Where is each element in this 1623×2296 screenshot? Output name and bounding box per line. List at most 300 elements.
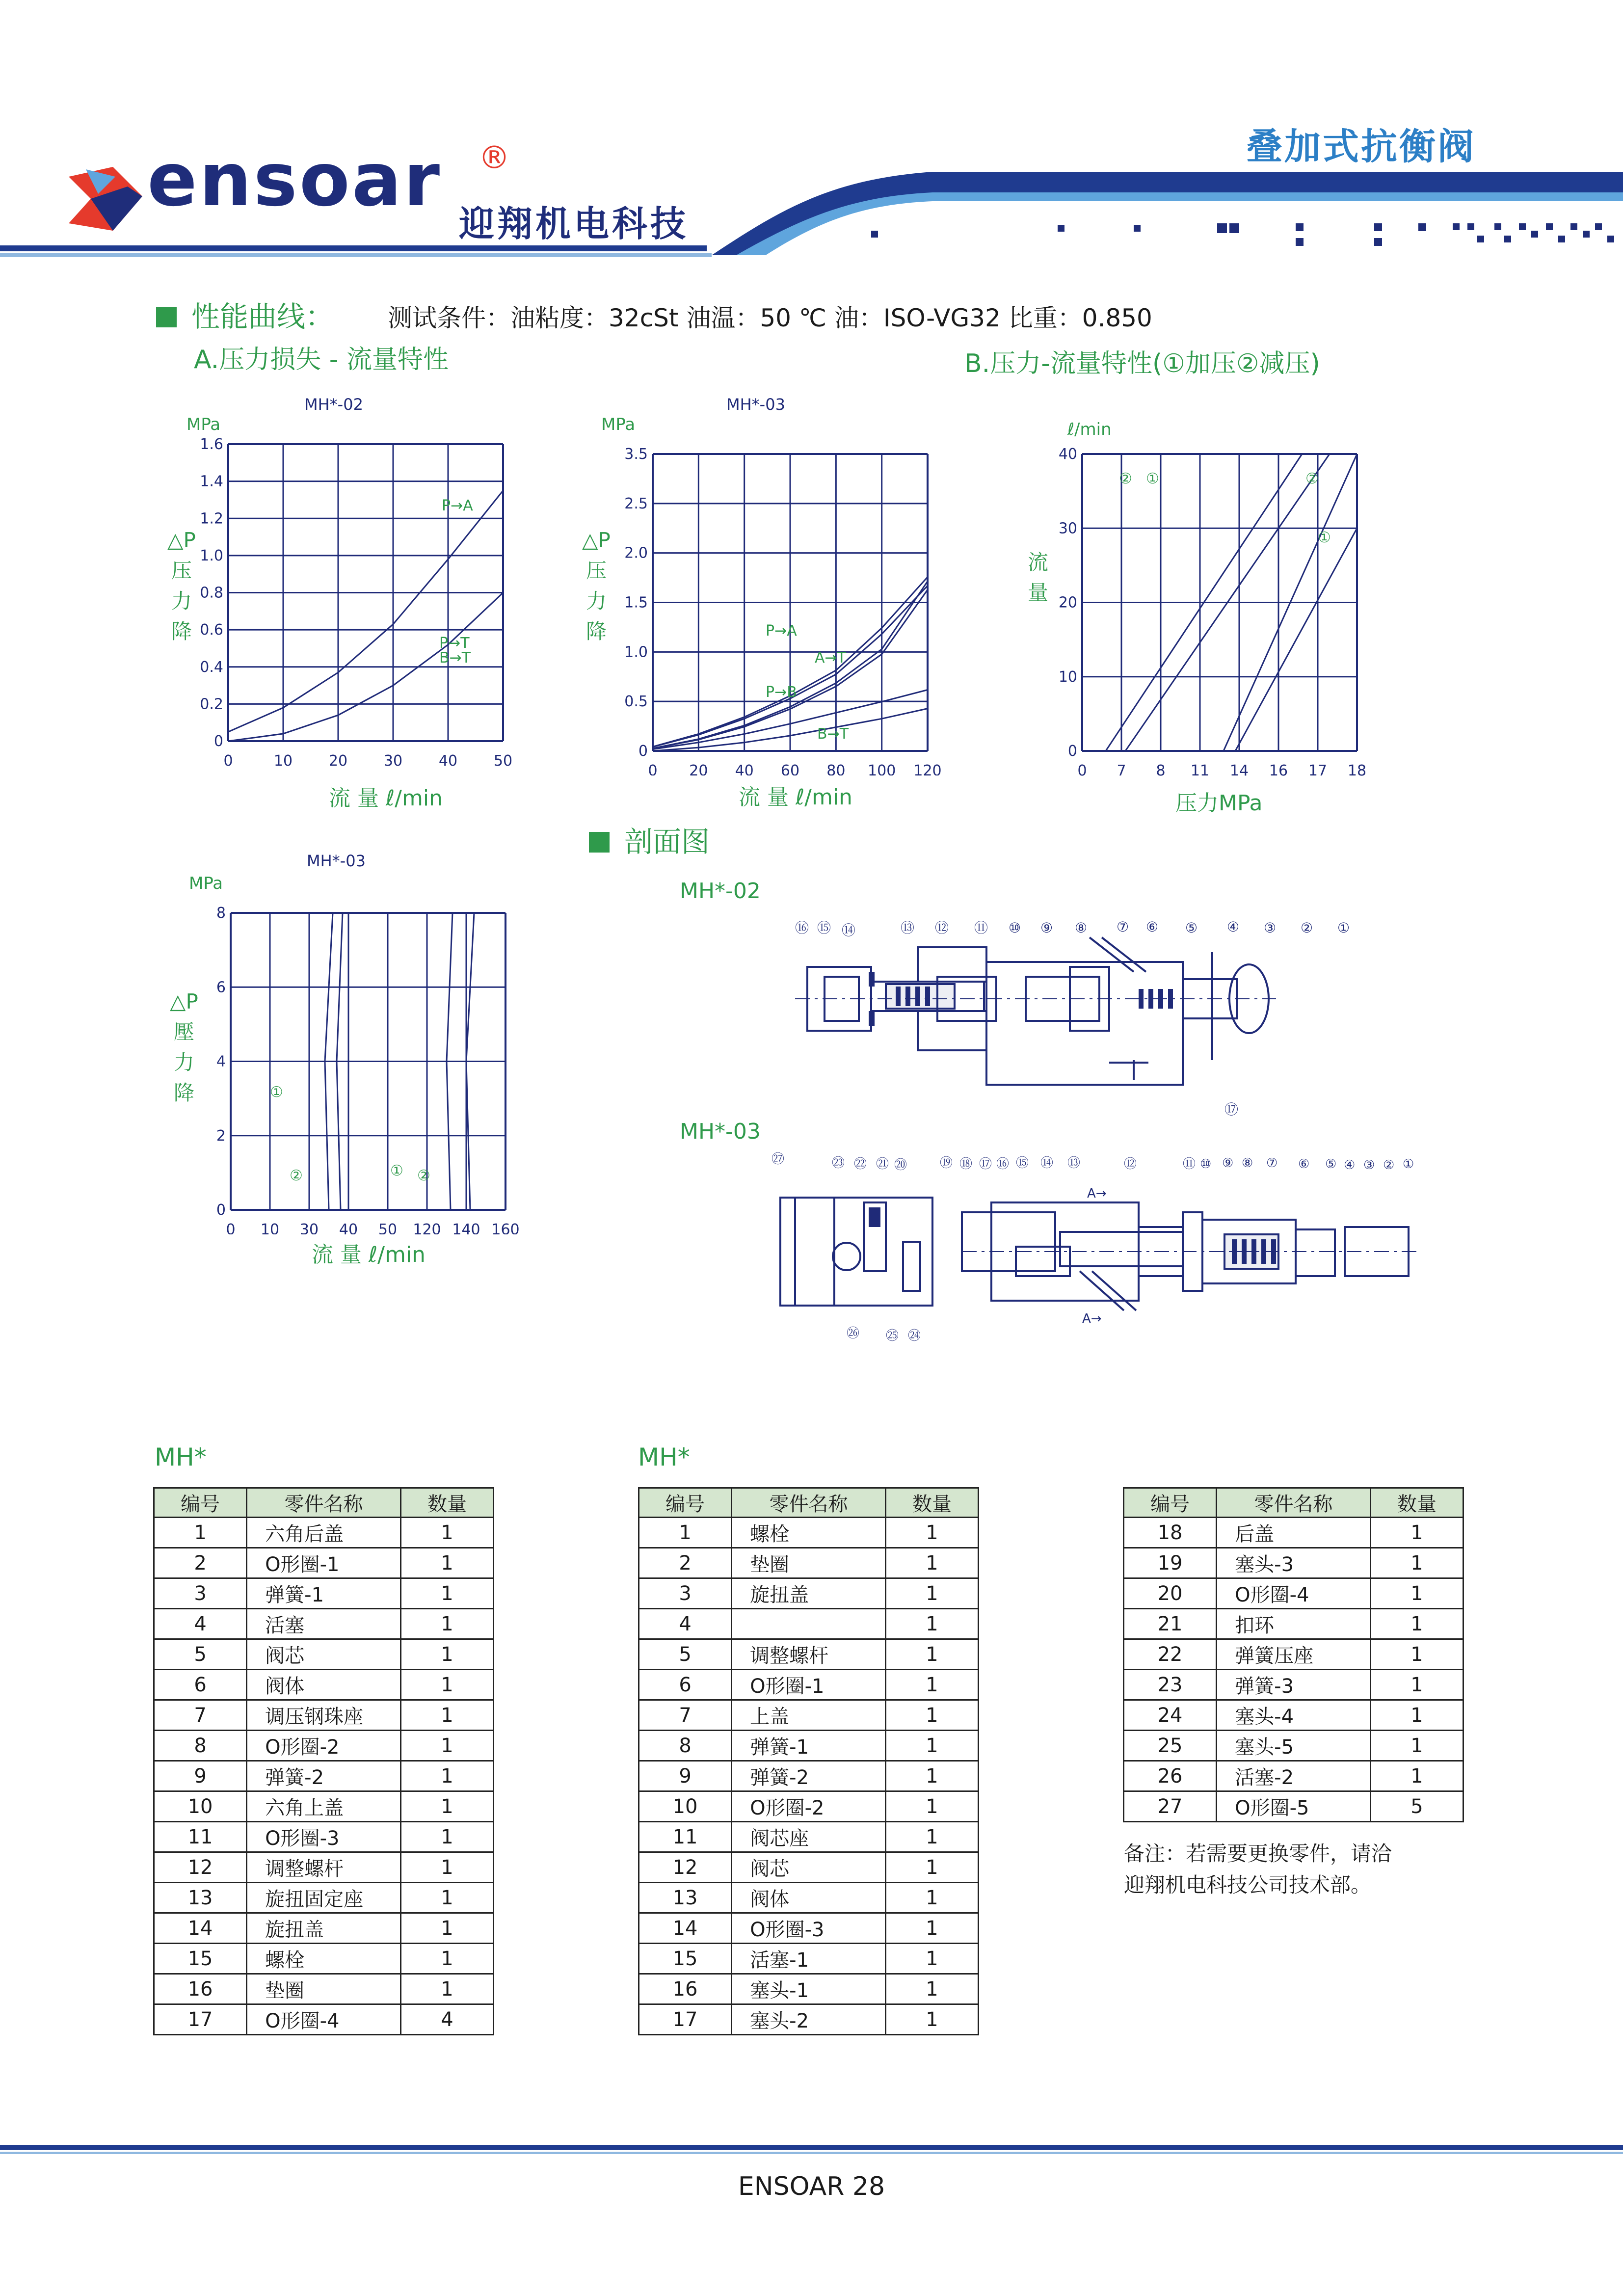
- y-tick-label: 0: [213, 733, 223, 750]
- part-number: 13: [154, 1883, 247, 1913]
- part-number: 3: [154, 1578, 247, 1609]
- y-tick-label: 0: [1067, 743, 1077, 760]
- series-label: P→T: [439, 635, 470, 652]
- part-quantity: 1: [1370, 1578, 1463, 1609]
- part-quantity: 1: [885, 1639, 978, 1670]
- drawing2-label: MH*-03: [680, 1119, 761, 1144]
- svg-text:⑭: ⑭: [842, 922, 856, 938]
- col-header-no: 编号: [154, 1488, 247, 1518]
- x-tick-label: 17: [1308, 762, 1328, 779]
- part-name: 塞头-3: [1217, 1548, 1371, 1578]
- col-header-qty: 数量: [400, 1488, 493, 1518]
- part-name: O形圈-2: [732, 1791, 886, 1822]
- table-row: [154, 1913, 494, 1944]
- x-tick-label: 50: [378, 1221, 398, 1234]
- part-number: 13: [639, 1883, 732, 1913]
- chart1-plot: [196, 432, 530, 775]
- svg-text:⑩: ⑩: [1200, 1157, 1212, 1172]
- part-name: 弹簧-1: [732, 1731, 886, 1761]
- part-name: 扣环: [1217, 1609, 1371, 1639]
- part-name: 调整螺杆: [247, 1852, 401, 1883]
- x-tick-label: 160: [491, 1221, 520, 1234]
- svg-text:⑰: ⑰: [1224, 1101, 1239, 1118]
- part-quantity: 4: [400, 2004, 493, 2035]
- table-row: [154, 1883, 494, 1913]
- part-name: 塞头-4: [1217, 1700, 1371, 1731]
- svg-text:⑳: ⑳: [894, 1158, 907, 1173]
- table-row: [639, 1852, 979, 1883]
- x-tick-label: 30: [299, 1221, 319, 1234]
- part-number: 6: [639, 1670, 732, 1700]
- col-header-name: 零件名称: [732, 1488, 886, 1518]
- table-row: [1124, 1518, 1463, 1548]
- test-conditions: 测试条件：油粘度：32cSt 油温：50 ℃ 油：ISO-VG32 比重：0.850: [388, 304, 1152, 332]
- table-row: [154, 1518, 494, 1548]
- part-quantity: 1: [885, 1700, 978, 1731]
- table-row: [639, 1731, 979, 1761]
- y-tick-label: 1.2: [200, 510, 223, 528]
- section-drawing-mh02: [795, 913, 1384, 1119]
- section-heading-text: 剖面图: [624, 825, 710, 858]
- part-number: 14: [154, 1913, 247, 1944]
- section-drawing-mh03: [766, 1148, 1463, 1345]
- x-tick-label: 120: [413, 1221, 441, 1234]
- footer-page-label: ENSOAR 28: [738, 2172, 885, 2201]
- part-quantity: 1: [400, 1548, 493, 1578]
- part-number: 17: [154, 2004, 247, 2035]
- part-quantity: 1: [1370, 1761, 1463, 1791]
- part-quantity: 1: [885, 1670, 978, 1700]
- chart3-ylabel: 流 量: [1027, 550, 1048, 605]
- y-tick-label: 1.5: [624, 594, 648, 612]
- table-row: [154, 1609, 494, 1639]
- part-number: 8: [639, 1731, 732, 1761]
- table-row: [154, 1578, 494, 1609]
- part-name: 塞头-2: [732, 2004, 886, 2035]
- part-number: 22: [1124, 1639, 1217, 1670]
- part-number: 7: [154, 1700, 247, 1731]
- svg-text:⑯: ⑯: [795, 920, 809, 936]
- part-number: 18: [1124, 1518, 1217, 1548]
- svg-text:㉖: ㉖: [847, 1326, 860, 1341]
- footer-rule-light: [0, 2152, 1623, 2154]
- x-tick-label: 30: [383, 752, 403, 770]
- x-tick-label: 7: [1117, 762, 1126, 779]
- col-header-no: 编号: [639, 1488, 732, 1518]
- series-label: ②: [1119, 470, 1132, 487]
- table-header-row: [639, 1488, 979, 1518]
- part-name: O形圈-3: [732, 1913, 886, 1944]
- part-quantity: 5: [1370, 1791, 1463, 1822]
- subhead-a: A.压力损失 - 流量特性: [194, 345, 449, 374]
- x-tick-label: 18: [1347, 762, 1367, 779]
- part-number: 9: [154, 1761, 247, 1791]
- part-quantity: 1: [885, 1852, 978, 1883]
- part-quantity: 1: [1370, 1639, 1463, 1670]
- y-tick-label: 6: [216, 979, 226, 996]
- series-label: ①: [390, 1162, 403, 1179]
- part-name: O形圈-3: [247, 1822, 401, 1852]
- col-header-name: 零件名称: [1217, 1488, 1371, 1518]
- svg-text:⑬: ⑬: [901, 920, 915, 936]
- part-number: 12: [639, 1852, 732, 1883]
- svg-text:⑥: ⑥: [1146, 919, 1159, 935]
- part-name: 阀芯: [732, 1852, 886, 1883]
- subhead-b: B.压力-流量特性(①加压②减压): [964, 349, 1320, 378]
- part-name: 调压钢珠座: [247, 1700, 401, 1731]
- col-header-qty: 数量: [1370, 1488, 1463, 1518]
- drawing1-callouts: [795, 919, 1350, 1118]
- table-row: [154, 1791, 494, 1822]
- svg-text:③: ③: [1363, 1158, 1375, 1173]
- parts-table-2: [638, 1487, 979, 2035]
- series-label: ①: [270, 1084, 283, 1101]
- table-row: [639, 1639, 979, 1670]
- y-tick-label: 1.6: [200, 436, 223, 453]
- series-label: P→A: [442, 497, 473, 514]
- svg-text:⑱: ⑱: [959, 1157, 973, 1172]
- part-number: 11: [154, 1822, 247, 1852]
- table-row: [1124, 1670, 1463, 1700]
- chart2-ylabel: △P 压 力 降: [582, 528, 611, 643]
- x-tick-label: 0: [223, 752, 233, 770]
- part-number: 10: [639, 1791, 732, 1822]
- part-number: 25: [1124, 1731, 1217, 1761]
- svg-text:⑨: ⑨: [1222, 1156, 1234, 1171]
- part-number: 11: [639, 1822, 732, 1852]
- series-label: B→T: [817, 725, 849, 743]
- table2-label: MH*: [638, 1443, 690, 1471]
- parts-table-1: [153, 1487, 494, 2035]
- table-row: [639, 1518, 979, 1548]
- svg-text:⑧: ⑧: [1075, 920, 1088, 936]
- part-number: 1: [154, 1518, 247, 1548]
- svg-text:⑦: ⑦: [1117, 919, 1129, 935]
- part-number: 3: [639, 1578, 732, 1609]
- footer-rule: [0, 2145, 1623, 2150]
- performance-heading: [156, 294, 334, 335]
- x-tick-label: 14: [1229, 762, 1249, 779]
- svg-text:②: ②: [1301, 920, 1313, 936]
- series-label: ②: [417, 1167, 430, 1184]
- table-row: [154, 2004, 494, 2035]
- part-number: 27: [1124, 1791, 1217, 1822]
- svg-text:⑲: ⑲: [940, 1156, 953, 1171]
- table-row: [154, 1974, 494, 2004]
- svg-text:⑦: ⑦: [1266, 1156, 1278, 1171]
- x-tick-label: 0: [648, 762, 658, 775]
- part-name: 旋扭盖: [732, 1578, 886, 1609]
- table-header-row: [1124, 1488, 1463, 1518]
- y-tick-label: 2.5: [624, 495, 648, 512]
- part-quantity: 1: [885, 1548, 978, 1578]
- x-tick-label: 20: [328, 752, 348, 770]
- y-tick-label: 2: [216, 1127, 226, 1145]
- part-name: 六角后盖: [247, 1518, 401, 1548]
- part-number: 5: [639, 1639, 732, 1670]
- chart4-unit: MPa: [189, 874, 223, 893]
- x-tick-label: 50: [493, 752, 513, 770]
- svg-text:⑮: ⑮: [817, 920, 831, 936]
- chart4-plot: [199, 891, 532, 1234]
- part-number: 5: [154, 1639, 247, 1670]
- part-quantity: 1: [400, 1518, 493, 1548]
- series-line: [1235, 528, 1357, 751]
- y-tick-label: 1.4: [200, 473, 223, 490]
- y-tick-label: 8: [216, 905, 226, 922]
- part-number: 2: [639, 1548, 732, 1578]
- table-row: [154, 1731, 494, 1761]
- svg-text:⑤: ⑤: [1185, 920, 1198, 936]
- part-number: 10: [154, 1791, 247, 1822]
- x-tick-label: 40: [339, 1221, 358, 1234]
- svg-text:㉑: ㉑: [876, 1157, 889, 1172]
- part-name: 上盖: [732, 1700, 886, 1731]
- col-header-no: 编号: [1124, 1488, 1217, 1518]
- y-tick-label: 20: [1058, 594, 1077, 612]
- series-label: B→T: [439, 649, 471, 667]
- series-label: P→B: [766, 684, 797, 701]
- table-row: [154, 1852, 494, 1883]
- part-quantity: 1: [400, 1670, 493, 1700]
- svg-text:⑭: ⑭: [1040, 1156, 1054, 1171]
- part-name: O形圈-1: [732, 1670, 886, 1700]
- drawing1-label: MH*-02: [680, 879, 761, 904]
- part-quantity: 1: [1370, 1731, 1463, 1761]
- table-row: [1124, 1548, 1463, 1578]
- part-name: O形圈-2: [247, 1731, 401, 1761]
- note-line-2: 迎翔机电科技公司技术部。: [1124, 1873, 1372, 1897]
- chart2-plot: [611, 432, 945, 775]
- col-header-qty: 数量: [885, 1488, 978, 1518]
- part-name: O形圈-4: [1217, 1578, 1371, 1609]
- note-line-1: 备注：若需要更换零件，请洽: [1124, 1842, 1392, 1866]
- chart4-ylabel: △P 壓 力 降: [170, 989, 198, 1105]
- part-quantity: 1: [885, 1944, 978, 1974]
- y-tick-label: 30: [1058, 520, 1077, 537]
- performance-heading-text: 性能曲线：: [191, 300, 334, 333]
- x-tick-label: 120: [913, 762, 942, 775]
- y-tick-label: 0.8: [200, 584, 223, 602]
- x-tick-label: 10: [273, 752, 293, 770]
- svg-text:㉔: ㉔: [908, 1329, 921, 1343]
- part-quantity: 1: [1370, 1518, 1463, 1548]
- drawing2-callouts: [772, 1152, 1414, 1343]
- part-quantity: 1: [885, 1518, 978, 1548]
- part-quantity: 1: [400, 1974, 493, 2004]
- part-quantity: 1: [400, 1791, 493, 1822]
- part-quantity: 1: [1370, 1700, 1463, 1731]
- part-number: 16: [639, 1974, 732, 2004]
- part-name: 后盖: [1217, 1518, 1371, 1548]
- table-row: [639, 1944, 979, 1974]
- part-number: 7: [639, 1700, 732, 1731]
- part-quantity: 1: [400, 1578, 493, 1609]
- table-row: [154, 1944, 494, 1974]
- part-number: 14: [639, 1913, 732, 1944]
- part-number: 15: [639, 1944, 732, 1974]
- series-label: P→A: [766, 622, 797, 640]
- part-quantity: 1: [400, 1852, 493, 1883]
- x-tick-label: 16: [1269, 762, 1288, 779]
- part-number: 16: [154, 1974, 247, 2004]
- y-tick-label: 2.0: [624, 544, 648, 562]
- series-label: ②: [290, 1167, 303, 1184]
- part-number: 21: [1124, 1609, 1217, 1639]
- brand-wordmark: ensoar: [147, 137, 442, 223]
- x-tick-label: 0: [226, 1221, 236, 1234]
- y-tick-label: 0.4: [200, 658, 223, 676]
- chart2-unit: MPa: [601, 415, 636, 434]
- table-row: [154, 1670, 494, 1700]
- part-number: 24: [1124, 1700, 1217, 1731]
- x-tick-label: 0: [1077, 762, 1087, 779]
- chart2-title: MH*-03: [726, 395, 785, 414]
- part-quantity: 1: [1370, 1548, 1463, 1578]
- y-tick-label: 10: [1058, 668, 1077, 686]
- table-row: [1124, 1731, 1463, 1761]
- part-number: 9: [639, 1761, 732, 1791]
- part-name: 弹簧压座: [1217, 1639, 1371, 1670]
- x-tick-label: 100: [868, 762, 896, 775]
- part-number: 23: [1124, 1670, 1217, 1700]
- svg-text:㉒: ㉒: [854, 1157, 867, 1172]
- y-tick-label: 1.0: [200, 547, 223, 564]
- svg-text:⑥: ⑥: [1298, 1157, 1310, 1172]
- table-row: [639, 1700, 979, 1731]
- part-name: 弹簧-1: [247, 1578, 401, 1609]
- part-number: 8: [154, 1731, 247, 1761]
- part-name: O形圈-5: [1217, 1791, 1371, 1822]
- part-number: 4: [154, 1609, 247, 1639]
- part-quantity: 1: [885, 1731, 978, 1761]
- part-quantity: 1: [400, 1700, 493, 1731]
- table-row: [154, 1822, 494, 1852]
- table-row: [639, 1791, 979, 1822]
- svg-text:②: ②: [1383, 1158, 1395, 1173]
- x-tick-label: 140: [452, 1221, 480, 1234]
- table-row: [1124, 1700, 1463, 1731]
- part-name: 弹簧-2: [732, 1761, 886, 1791]
- y-tick-label: 0.2: [200, 695, 223, 713]
- part-name: 阀芯: [247, 1639, 401, 1670]
- part-number: 2: [154, 1548, 247, 1578]
- svg-text:㉗: ㉗: [772, 1152, 785, 1167]
- square-bullet-icon: [589, 832, 610, 853]
- chart1-xlabel: 流 量 ℓ/min: [329, 786, 443, 811]
- part-quantity: 1: [885, 1761, 978, 1791]
- table-row: [639, 1578, 979, 1609]
- part-quantity: 1: [885, 1822, 978, 1852]
- part-quantity: 1: [885, 1883, 978, 1913]
- x-tick-label: 10: [260, 1221, 280, 1234]
- part-number: 19: [1124, 1548, 1217, 1578]
- series-label: ①: [1146, 470, 1159, 487]
- dot-pattern: [871, 223, 1614, 246]
- y-tick-label: 0.6: [200, 621, 223, 639]
- table-row: [154, 1761, 494, 1791]
- x-tick-label: 8: [1156, 762, 1166, 779]
- part-name: 弹簧-3: [1217, 1670, 1371, 1700]
- table-row: [154, 1700, 494, 1731]
- part-quantity: 1: [400, 1761, 493, 1791]
- section-heading: [589, 819, 710, 860]
- table-row: [639, 1974, 979, 2004]
- part-name: 旋扭固定座: [247, 1883, 401, 1913]
- part-number: 17: [639, 2004, 732, 2035]
- svg-text:③: ③: [1264, 920, 1277, 936]
- y-tick-label: 40: [1058, 446, 1077, 463]
- series-label: A→T: [815, 649, 846, 667]
- parts-table-3: [1123, 1487, 1464, 1822]
- svg-text:⑫: ⑫: [935, 920, 949, 936]
- svg-text:①: ①: [1337, 920, 1350, 936]
- table-row: [639, 1822, 979, 1852]
- part-number: 15: [154, 1944, 247, 1974]
- table-row: [154, 1639, 494, 1670]
- col-header-name: 零件名称: [247, 1488, 401, 1518]
- table-row: [639, 2004, 979, 2035]
- y-tick-label: 4: [216, 1053, 226, 1070]
- chart3-xlabel: 压力MPa: [1175, 791, 1263, 816]
- part-quantity: 1: [885, 1913, 978, 1944]
- chart1-unit: MPa: [186, 415, 221, 434]
- chart1-ylabel: △P 压 力 降: [167, 528, 196, 643]
- table-row: [1124, 1609, 1463, 1639]
- table1-label: MH*: [155, 1443, 207, 1471]
- svg-text:⑧: ⑧: [1242, 1156, 1253, 1171]
- part-number: 26: [1124, 1761, 1217, 1791]
- table-row: [1124, 1578, 1463, 1609]
- part-quantity: 1: [1370, 1609, 1463, 1639]
- part-quantity: 1: [400, 1944, 493, 1974]
- part-name: 螺栓: [732, 1518, 886, 1548]
- part-name: 调整螺杆: [732, 1639, 886, 1670]
- chart3-yunit: ℓ/min: [1067, 420, 1112, 439]
- logo-icon: [69, 167, 142, 231]
- chart1-title: MH*-02: [304, 395, 363, 414]
- y-tick-label: 1.0: [624, 643, 648, 661]
- x-tick-label: 20: [689, 762, 708, 775]
- part-name: 弹簧-2: [247, 1761, 401, 1791]
- chart4-title: MH*-03: [307, 852, 366, 870]
- svg-text:④: ④: [1344, 1158, 1356, 1173]
- part-name: 垫圈: [247, 1974, 401, 2004]
- svg-text:⑪: ⑪: [1183, 1157, 1196, 1172]
- part-quantity: 1: [885, 2004, 978, 2035]
- svg-text:⑨: ⑨: [1040, 920, 1053, 936]
- part-quantity: 1: [400, 1883, 493, 1913]
- part-number: 20: [1124, 1578, 1217, 1609]
- company-name-cn: 迎翔机电科技: [459, 203, 689, 244]
- replacement-note: [1124, 1838, 1392, 1901]
- part-name: [732, 1609, 886, 1639]
- part-name: 六角上盖: [247, 1791, 401, 1822]
- part-quantity: 1: [400, 1822, 493, 1852]
- part-name: O形圈-4: [247, 2004, 401, 2035]
- svg-text:㉓: ㉓: [832, 1156, 845, 1171]
- svg-text:㉕: ㉕: [886, 1329, 899, 1343]
- table-row: [639, 1670, 979, 1700]
- y-tick-label: 3.5: [624, 446, 648, 463]
- chart3-plot: [1045, 439, 1379, 783]
- part-quantity: 1: [885, 1974, 978, 2004]
- part-quantity: 1: [400, 1609, 493, 1639]
- svg-text:⑩: ⑩: [1009, 920, 1021, 936]
- chart2-xlabel: 流 量 ℓ/min: [739, 785, 852, 810]
- part-number: 12: [154, 1852, 247, 1883]
- part-quantity: 1: [400, 1913, 493, 1944]
